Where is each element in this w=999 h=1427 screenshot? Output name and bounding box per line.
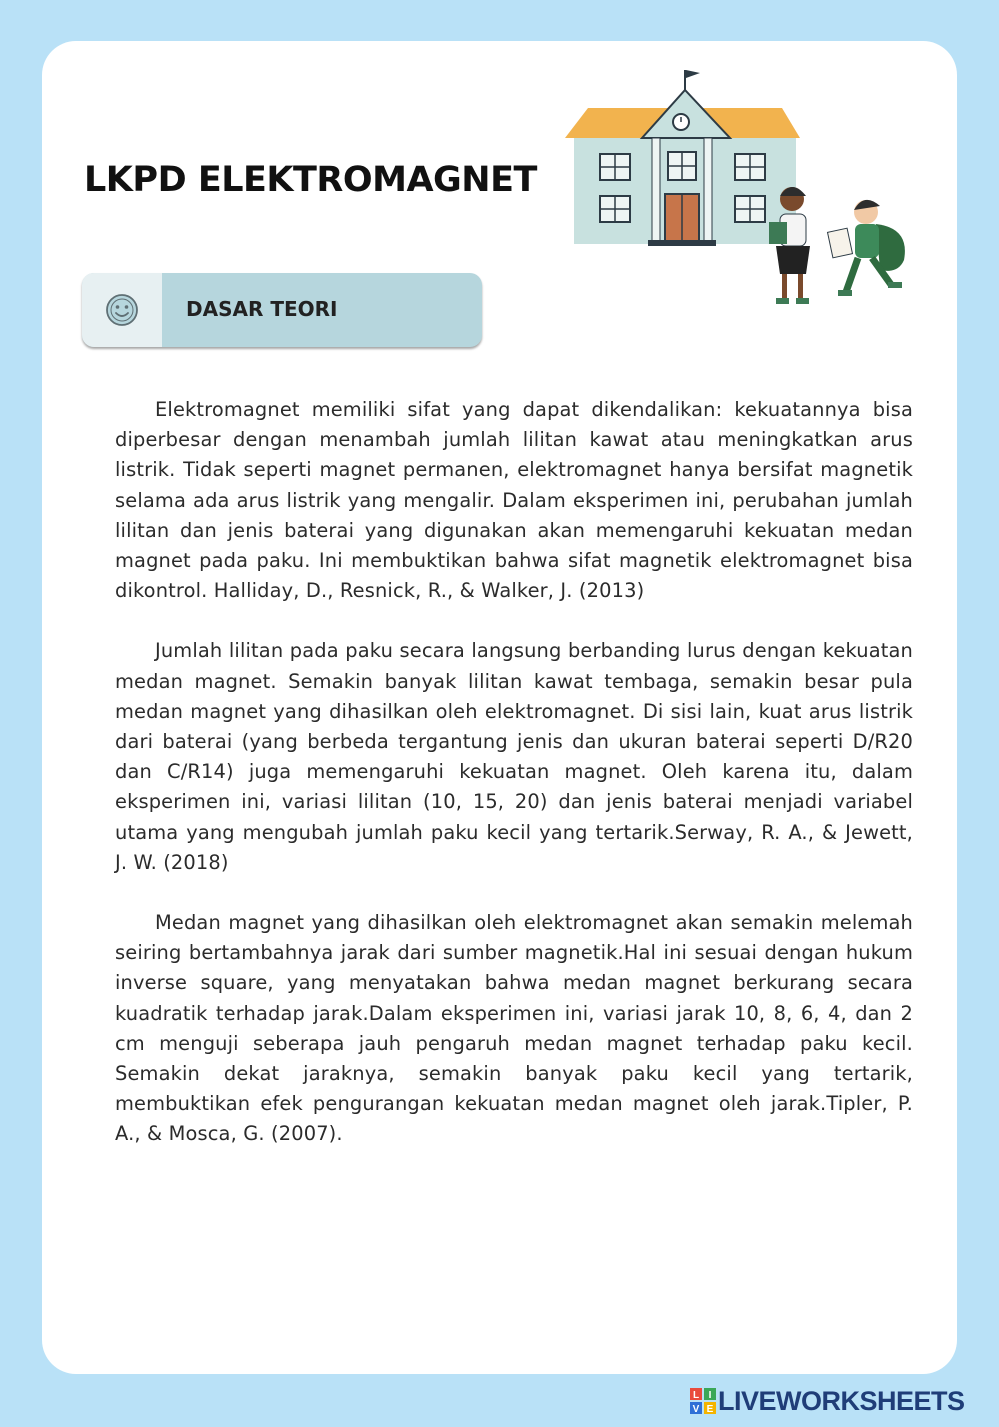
- smiley-icon: [104, 292, 140, 328]
- section-header-dasar-teori: [82, 273, 482, 347]
- paragraph-1: Elektromagnet memiliki sifat yang dapat dikendalikan: kekuatannya bisa diperbesar dengan menambah jumlah lilitan kawat atau meningkatkan arus listrik. Tidak seperti magnet permanen, elektromagnet hanya bersifat magnetik selama ada arus listrik yang mengalir. Dalam eksperimen ini, perubahan jumlah lilitan dan jenis baterai yang digunakan akan memengaruhi kekuatan medan magnet pada paku. Ini membuktikan bahwa sifat magnetik elektromagnet bisa dikontrol. Halliday, D., Resnick, R., & Walker, J. (2013): [115, 398, 913, 603]
- svg-text:E: E: [706, 1404, 714, 1414]
- svg-text:V: V: [692, 1404, 700, 1414]
- section-label: DASAR TEORI: [186, 297, 338, 321]
- brand-name: LIVEWORKSHEETS: [718, 1385, 965, 1416]
- page-title: LKPD ELEKTROMAGNET: [84, 160, 537, 200]
- liveworksheets-logo-icon: [690, 1388, 716, 1414]
- school-illustration: [560, 64, 920, 314]
- paragraph-3: Medan magnet yang dihasilkan oleh elektromagnet akan semakin melemah seiring bertambahnya jarak dari sumber magnetik.Hal ini sesuai dengan hukum inverse square, yang menyatakan bahwa medan magnet berkurang secara kuadratik terhadap jarak.Dalam eksperimen ini, variasi jarak 10, 8, 6, 4, dan 2 cm menguji seberapa jauh pengaruh medan magnet terhadap paku kecil. Semakin dekat jaraknya, semakin banyak paku kecil yang tertarik, membuktikan efek pengurangan kekuatan medan magnet oleh jarak.Tipler, P. A., & Mosca, G. (2007).: [115, 911, 913, 1146]
- theory-text: [115, 395, 913, 1180]
- paragraph-2: Jumlah lilitan pada paku secara langsung berbanding lurus dengan kekuatan medan magnet. Semakin banyak lilitan kawat tembaga, semakin besar pula medan magnet yang dihasilkan oleh elektromagnet. Di sisi lain, kuat arus listrik dari baterai (yang berbeda tergantung jenis dan ukuran baterai seperti D/R20 dan C/R14) juga memengaruhi kekuatan magnet. Oleh karena itu, dalam eksperimen ini, variasi lilitan (10, 15, 20) dan jenis baterai menjadi variabel utama yang mengubah jumlah paku kecil yang tertarik.Serway, R. A., & Jewett, J. W. (2018): [115, 639, 913, 874]
- liveworksheets-branding[interactable]: [690, 1386, 965, 1416]
- svg-text:I: I: [708, 1390, 712, 1401]
- svg-text:L: L: [692, 1390, 700, 1401]
